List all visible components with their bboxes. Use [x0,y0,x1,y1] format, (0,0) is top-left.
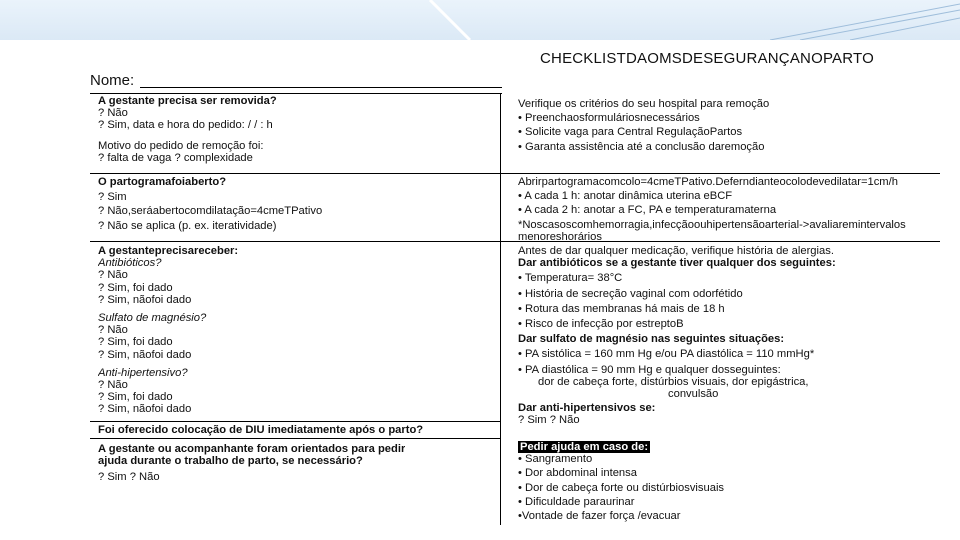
section-partograma [98,176,322,232]
bullet-item: •Vontade de fazer força /evacuar [518,509,681,522]
bullet-item: • Dificuldade paraurinar [518,495,635,508]
section-right-ajuda [518,441,724,522]
bullet-item: • Dor de cabeça forte ou distúrbiosvisuais [518,481,725,494]
option-sim-nao-dado[interactable]: ? Sim, nãofoi dado [98,348,192,361]
note-line: menoreshorários [518,230,602,243]
label-anti-hipertensivo: Anti-hipertensivo? [98,366,188,379]
heading-antibioticos: Dar antibióticos se a gestante tiver qualquer dos seguintes: [518,257,836,270]
section-right-medicacao [518,245,836,426]
option-nao[interactable]: ? Não [98,269,128,282]
decorative-lines [0,0,960,40]
text-line: dor de cabeça forte, distúrbios visuais, dor epigástrica, [538,375,809,388]
question-partograma: O partogramafoiaberto? [98,176,227,188]
options-sim-nao[interactable]: ? Sim ? Não [518,414,580,427]
table-line [90,421,500,422]
bullet-item: • Rotura das membranas há mais de 18 h [518,302,725,315]
option-sim-data[interactable]: ? Sim, data e hora do pedido: / / : h [98,119,273,132]
bullet-item: • Risco de infecção por estreptoB [518,317,684,330]
table-line [90,438,500,439]
section-receber [98,245,238,415]
options-sim-nao[interactable]: ? Sim ? Não [98,471,160,484]
bullet-item: • PA diastólica = 90 mm Hg e qualquer dosseguintes: [518,363,781,376]
option-sim-dado[interactable]: ? Sim, foi dado [98,336,173,349]
document-title: CHECKLISTDAOMSDESEGURANÇANOPARTO [540,50,874,67]
section-right-remocao [518,98,769,153]
text-line: Abrirpartogramacomcolo=4cmeTPativo.Deferndianteocolodevedilatar=1cm/h [518,176,898,188]
option-nao-se-aplica[interactable]: ? Não se aplica (p. ex. iteratividade) [98,219,277,232]
section-orientados [98,443,405,484]
question-receber: A gestanteprecisareceber: [98,245,239,257]
option-sim-dado[interactable]: ? Sim, foi dado [98,281,173,294]
bullet-item: • Dor abdominal intensa [518,467,637,480]
table-line [90,173,940,174]
option-sim[interactable]: ? Sim [98,191,127,204]
bullet-item: • Preenchaosformuláriosnecessários [518,112,700,125]
heading-anti-hipertensivos: Dar anti-hipertensivos se: [518,402,656,415]
name-field-line[interactable] [140,87,502,88]
bullet-item: • A cada 1 h: anotar dinâmica uterina eBCF [518,190,733,203]
table-divider [500,93,501,525]
question-orientados-1: A gestante ou acompanhante foram orientados para pedir [98,443,406,455]
question-diu: Foi oferecido colocação de DIU imediatamente após o parto? [98,424,424,436]
text-line: convulsão [668,387,719,400]
question-remocao: A gestante precisa ser removida? [98,95,277,107]
option-nao[interactable]: ? Não [98,324,128,337]
label-antibioticos: Antibióticos? [98,257,162,270]
label-sulfato: Sulfato de magnésio? [98,311,207,324]
motivo-label: Motivo do pedido de remoção foi: [98,139,264,152]
bullet-item: • Temperatura= 38°C [518,272,623,285]
bullet-item: • Solicite vaga para Central RegulaçãoPartos [518,126,743,139]
heading-pedir-ajuda: Pedir ajuda em caso de: [520,441,649,453]
bullet-item: • História de secreção vaginal com odorfétido [518,287,743,300]
text-line: Antes de dar qualquer medicação, verifique história de alergias. [518,245,834,257]
table-line [90,93,502,94]
motivo-options[interactable]: ? falta de vaga ? complexidade [98,151,253,164]
option-nao[interactable]: ? Não,seráabertocomdilatação=4cmeTPativo [98,205,323,218]
bullet-item: • Garanta assistência até a conclusão daremoção [518,140,765,153]
option-nao[interactable]: ? Não [98,378,128,391]
heading-sulfato: Dar sulfato de magnésio nas seguintes situações: [518,333,785,346]
section-remocao [98,95,277,164]
bullet-item: • Sangramento [518,453,593,466]
option-sim-nao-dado[interactable]: ? Sim, nãofoi dado [98,293,192,306]
name-label: Nome: [90,72,135,89]
section-right-partograma [518,176,938,243]
option-nao[interactable]: ? Não [98,107,128,120]
option-sim-dado[interactable]: ? Sim, foi dado [98,391,173,404]
bullet-item: • A cada 2 h: anotar a FC, PA e temperaturamaterna [518,204,777,217]
bullet-item: • PA sistólica = 160 mm Hg e/ou PA diastólica = 110 mmHg* [518,348,815,361]
option-sim-nao-dado[interactable]: ? Sim, nãofoi dado [98,403,192,416]
text-line: Verifique os critérios do seu hospital para remoção [518,98,770,110]
question-orientados-2: ajuda durante o trabalho de parto, se necessário? [98,455,363,468]
note-line: *Noscasoscomhemorragia,infecçãoouhipertensãoarterial->avaliaremintervalos [518,218,906,231]
